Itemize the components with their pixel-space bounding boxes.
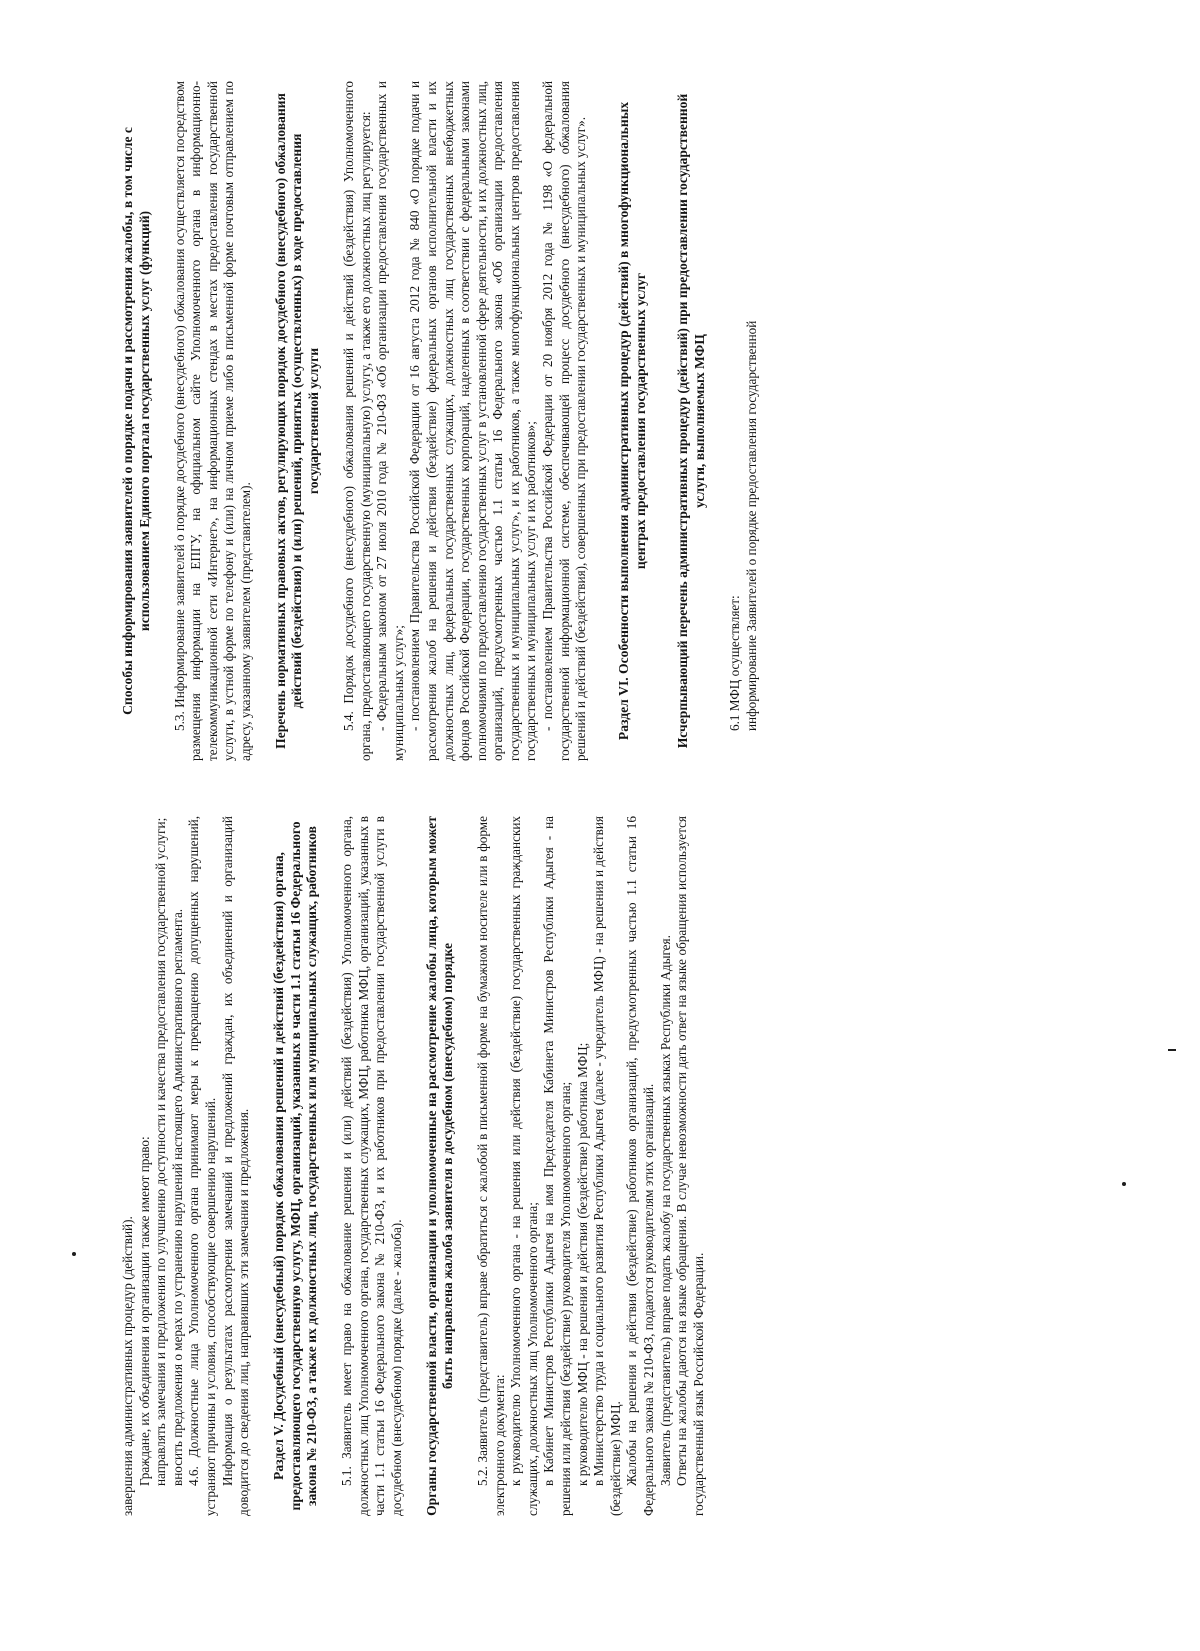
paragraph: - Федеральным законом от 27 июля 2010 года № 210-ФЗ «Об организации предоставления государственных и муниципальных услуг»; — [374, 81, 406, 761]
paragraph-gap — [321, 816, 339, 1516]
paragraph: Ответы на жалобы даются на языке обращения. В случае невозможности дать ответ на языке обращения используется государственный язык Российской Федерации. — [674, 816, 706, 1516]
paragraph-gap — [457, 816, 475, 1516]
paragraph: к руководителю Уполномоченного органа - на решения или действия (бездействие) государственных гражданских служащих, должностных лиц Уполномоченного органа; — [508, 816, 540, 1516]
paragraph: Информация о результатах рассмотрения замечаний и предложений граждан, их объединений и организаций доводится до сведения лиц, направивших эти замечания и предложения. — [219, 816, 252, 1516]
section-heading: Способы информирования заявителей о порядке подачи и рассмотрения жалобы, в том числе с использованием Единого портала государственных услуг (функций) — [120, 127, 152, 715]
section-heading: Раздел V. Досудебный (внесудебный) порядок обжалования решений и действий (бездействия) органа, предоставляющего государственную услугу, МФЦ, организаций, указанных в части 1.1 статьи 16 Федерального закона № 210-ФЗ, а также их должностных лиц, государственных или муниципальных служащих, работников — [270, 821, 320, 1511]
paragraph: направлять замечания и предложения по улучшению доступности и качества предоставления государственной услуги; — [153, 817, 169, 1486]
section-heading: Органы государственной власти, организации и уполномоченные на рассмотрение жалобы лица, которым может быть направлена жалоба заявителя в досудебном (внесудебном) порядке — [423, 816, 456, 1516]
paragraph: в Кабинет Министров Республики Адыгея на имя Председателя Кабинета Министров Республики Адыгея - на решения или действия (бездействие) руководителя Уполномоченного органа; — [541, 816, 574, 1516]
section-heading: Раздел VI. Особенности выполнения административных процедур (действий) в многофункциональных центрах предоставления государственных услуг — [615, 101, 648, 741]
paragraph-gap — [649, 81, 675, 761]
paragraph: 4.6. Должностные лица Уполномоченного органа принимают меры к прекращению допущенных нарушений, устраняют причины и условия, способствующие совершению нарушений. — [186, 816, 218, 1516]
paragraph: завершения административных процедур (действий). — [120, 1216, 135, 1516]
paragraph-gap — [154, 81, 172, 761]
paragraph-gap — [255, 81, 273, 761]
paragraph: 5.4. Порядок досудебного (внесудебного) обжалования решений и действий (бездействия) Уполномоченного органа, предоставляющего государственную (муниципальную) услугу, а также его должностных лиц регулируется: — [340, 81, 373, 761]
paragraph: 5.2. Заявитель (представитель) вправе обратиться с жалобой в письменной форме на бумажном носителе или в форме электронного документа: — [475, 816, 507, 1516]
paragraph: 5.1. Заявитель имеет право на обжалование решения и (или) действий (бездействия) Уполномоченного органа, должностных лиц Уполномоченного органа, государственных служащих, МФЦ, работника МФЦ, организаций, указанных в части 1.1 статьи 16 Федерального закона № 210-ФЗ, и их работников при предоставлении государственной услуги в досудебном (внесудебном) порядке (далее - жалоба). — [339, 816, 404, 1516]
paragraph: в Министерство труда и социального развития Республики Адыгея (далее - учредитель МФЦ) - на решения и действия (бездействие) МФЦ. — [591, 816, 623, 1516]
left-column — [120, 816, 707, 1516]
paragraph: к руководителю МФЦ - на решения и действия (бездействие) работника МФЦ; — [574, 1042, 590, 1486]
paragraph: информирование Заявителей о порядке предоставления государственной — [743, 320, 759, 731]
scan-speck — [72, 1252, 76, 1256]
paragraph-gap — [590, 81, 616, 761]
paragraph-gap — [709, 81, 727, 761]
paragraph: - постановлением Правительства Российской Федерации от 16 августа 2012 года № 840 «О порядке подачи и рассмотрения жалоб на решения и действия (бездействие) федеральных органов исполнительной власти и их должностных лиц, федеральных государственных служащих, должностных лиц государственных внебюджетных фондов Российской Федерации, государственных корпораций, наделенных в соответствии с федеральными законами полномочиями по предоставлению государственных услуг в установленной сфере деятельности, и их должностных лиц, организаций, предусмотренных частью 1.1 статьи 16 Федерального закона «Об организации предоставления государственных и муниципальных услуг», и их работников, а также многофункциональных центров предоставления государственных и муниципальных услуг и их работников»; — [407, 81, 539, 761]
paragraph: вносить предложения о мерах по устранению нарушений настоящего Административного регламента. — [169, 908, 185, 1486]
scan-speck — [1168, 1049, 1176, 1051]
scan-speck — [1122, 1182, 1126, 1186]
paragraph: Граждане, их объединения и организации также имеют право: — [136, 1136, 152, 1486]
section-heading: Исчерпывающий перечень административных процедур (действий) при предоставлении государственной услуги, выполняемых МФЦ — [675, 93, 708, 749]
paragraph: 5.3. Информирование заявителей о порядке досудебного (внесудебного) обжалования осуществляется посредством размещения информации на ЕПГУ, на официальном сайте Уполномоченного органа в информационно-телекоммуникационной сети «Интернет», на информационных стендах в местах предоставления государственной услуги, в устной форме по телефону и (или) на личном приеме либо в письменной форме почтовым отправлением по адресу, указанному заявителем (представителем). — [171, 81, 253, 761]
paragraph: Заявитель (представитель) вправе подать жалобу на государственных языках Республики Адыгея. — [657, 935, 673, 1486]
paragraph-gap — [323, 81, 341, 761]
paragraph: 6.1 МФЦ осуществляет: — [727, 595, 743, 731]
paragraph: Жалобы на решения и действия (бездействие) работников организаций, предусмотренных частью 1.1 статьи 16 Федерального закона № 210-ФЗ, подаются руководителям этих организаций. — [624, 816, 657, 1516]
right-column — [120, 81, 760, 761]
paragraph-gap — [406, 816, 424, 1516]
paragraph: - постановлением Правительства Российской Федерации от 20 ноября 2012 года № 1198 «О федеральной государственной информационной системе, обеспечивающей процесс досудебного (внесудебного) обжалования решений и действий (бездействия), совершенных при предоставлении государственных и муниципальных услуг». — [540, 81, 589, 761]
section-heading: Перечень нормативных правовых актов, регулирующих порядок досудебного (внесудебного) обжалования действий (бездействия) и (или) решений, принятых (осуществленных) в ходе предоставления государственной услуги — [272, 93, 322, 749]
paragraph-gap — [253, 816, 271, 1516]
